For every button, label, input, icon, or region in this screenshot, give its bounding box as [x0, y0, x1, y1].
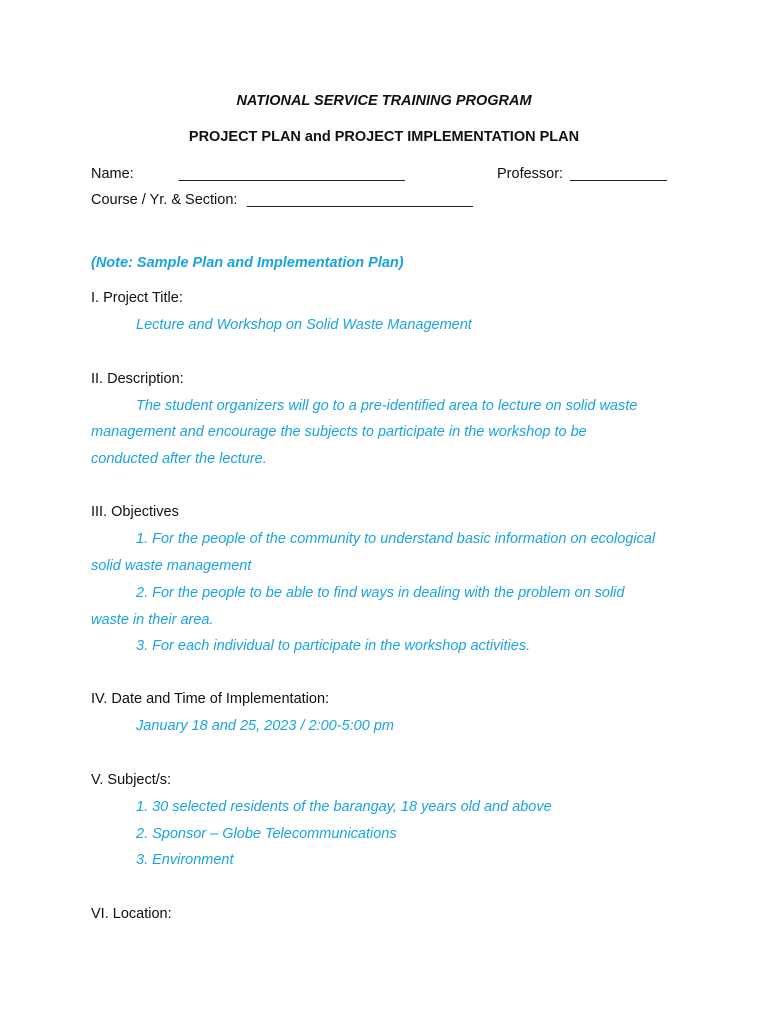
description-line: conducted after the lecture.	[91, 451, 267, 467]
subject-item: 3. Environment	[136, 852, 234, 868]
document-subtitle: PROJECT PLAN and PROJECT IMPLEMENTATION PLAN	[188, 129, 580, 145]
date-time-heading: IV. Date and Time of Implementation:	[91, 691, 330, 707]
sample-note: (Note: Sample Plan and Implementation Plan)	[91, 255, 404, 271]
date-time-value: January 18 and 25, 2023 / 2:00-5:00 pm	[136, 718, 394, 734]
description-line: management and encourage the subjects to participate in the workshop to be	[91, 424, 587, 440]
subjects-heading: V. Subject/s:	[91, 772, 172, 788]
name-label: Name:	[91, 166, 134, 182]
description-heading: II. Description:	[91, 371, 184, 387]
subject-item: 1. 30 selected residents of the barangay, 18 years old and above	[136, 799, 552, 815]
professor-label: Professor:	[497, 166, 564, 182]
project-title-value: Lecture and Workshop on Solid Waste Management	[136, 317, 472, 333]
course-label: Course / Yr. & Section:	[91, 192, 238, 208]
description-line: The student organizers will go to a pre-identified area to lecture on solid waste	[136, 398, 638, 414]
objective-line: waste in their area.	[91, 612, 214, 628]
professor-blank-line: ____________	[570, 166, 667, 182]
objective-line: 2. For the people to be able to find ways in dealing with the problem on solid	[136, 585, 625, 601]
name-blank-line: ____________________________	[179, 166, 405, 182]
objective-line: 3. For each individual to participate in the workshop activities.	[136, 638, 531, 654]
location-heading: VI. Location:	[91, 906, 172, 922]
course-blank-line: ____________________________	[247, 192, 473, 208]
objective-line: solid waste management	[91, 558, 252, 574]
document-title: NATIONAL SERVICE TRAINING PROGRAM	[236, 93, 532, 109]
objective-line: 1. For the people of the community to understand basic information on ecological	[136, 531, 656, 547]
subject-item: 2. Sponsor – Globe Telecommunications	[136, 826, 397, 842]
project-title-heading: I. Project Title:	[91, 290, 183, 306]
objectives-heading: III. Objectives	[91, 504, 179, 520]
